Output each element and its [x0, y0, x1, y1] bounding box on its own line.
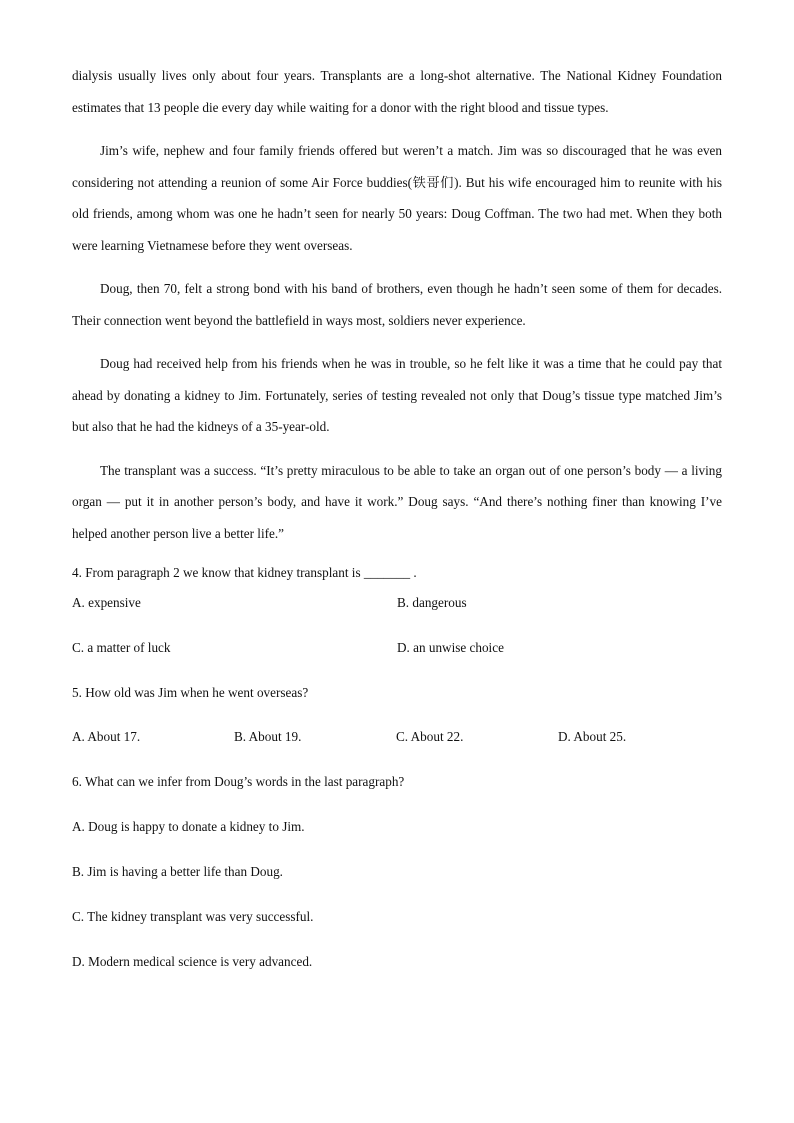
option-b: B. Jim is having a better life than Doug.: [72, 864, 283, 879]
option-b: B. About 19.: [234, 729, 302, 744]
option-a: A. expensive: [72, 595, 141, 610]
option-d: D. an unwise choice: [397, 640, 504, 655]
passage-paragraph: dialysis usually lives only about four years. Transplants are a long-shot alternative. The National Kidney Foundation estimates that 13 people die every day while waiting for a donor with the right blood and tissue types.: [72, 68, 722, 115]
option-row: [72, 593, 722, 638]
question-4: [72, 563, 722, 683]
reading-passage: [72, 60, 722, 549]
option-d: D. Modern medical science is very advanced.: [72, 954, 313, 969]
question-6: [72, 772, 722, 997]
passage-paragraph: Jim’s wife, nephew and four family friends offered but weren’t a match. Jim was so discouraged that he was even considering not attending a reunion of some Air Force buddies(铁哥们). But his wife encouraged him to reunite with his old friends, among whom was one he hadn’t seen for nearly 50 years: Doug Coffman. The two had met. When they both were learning Vietnamese before they went overseas.: [72, 143, 722, 253]
question-stem: 5. How old was Jim when he went overseas?: [72, 685, 309, 700]
question-5: [72, 683, 722, 772]
passage-paragraph: Doug had received help from his friends when he was in trouble, so he felt like it was a time that he could pay that ahead by donating a kidney to Jim. Fortunately, series of testing revealed not only that Doug’s tissue type matched Jim’s but also that he had the kidneys of a 35-year-old.: [72, 356, 722, 434]
option-b: B. dangerous: [397, 595, 467, 610]
option-c: C. About 22.: [396, 729, 464, 744]
question-stem: 4. From paragraph 2 we know that kidney transplant is _______ .: [72, 565, 417, 580]
option-row: [72, 638, 722, 683]
option-row: [72, 727, 722, 772]
option-a: A. Doug is happy to donate a kidney to Jim.: [72, 819, 305, 834]
option-a: A. About 17.: [72, 729, 141, 744]
passage-paragraph: Doug, then 70, felt a strong bond with his band of brothers, even though he hadn’t seen some of them for decades. Their connection went beyond the battlefield in ways most, soldiers never experience.: [72, 281, 722, 328]
option-d: D. About 25.: [558, 729, 627, 744]
question-stem: 6. What can we infer from Doug’s words in the last paragraph?: [72, 774, 405, 789]
option-c: C. a matter of luck: [72, 640, 171, 655]
option-c: C. The kidney transplant was very successful.: [72, 909, 314, 924]
passage-paragraph: The transplant was a success. “It’s pretty miraculous to be able to take an organ out of one person’s body — a living organ — put it in another person’s body, and have it work.” Doug says. “And there’s nothing finer than knowing I’ve helped another person live a better life.”: [72, 462, 722, 541]
document-page: [72, 60, 722, 997]
